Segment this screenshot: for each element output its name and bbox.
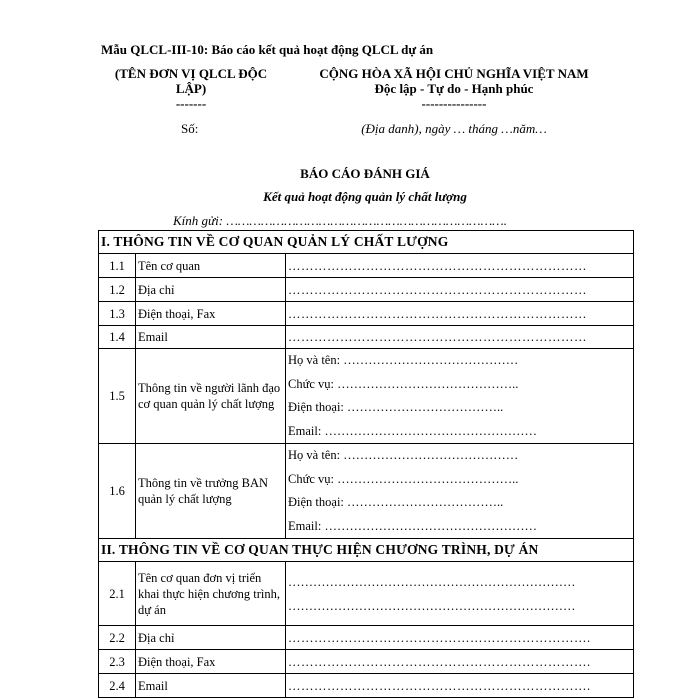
- row-label: Điện thoại, Fax: [136, 650, 286, 674]
- country-name: CỘNG HÒA XÃ HỘI CHỦ NGHĨA VIỆT NAM: [319, 66, 589, 81]
- report-title: BÁO CÁO ĐÁNH GIÁ: [300, 166, 430, 181]
- table-row: [99, 349, 634, 444]
- report-subtitle: Kết quả hoạt động quản lý chất lượng: [263, 189, 467, 204]
- table-row: [99, 254, 634, 278]
- section-header: [99, 231, 634, 254]
- motto-divider: ---------------: [421, 96, 487, 111]
- board-head-email-line[interactable]: Email: ……………………………………………: [288, 518, 537, 533]
- national-motto: Độc lập - Tự do - Hạnh phúc: [374, 81, 534, 96]
- implementing-address-field[interactable]: …………………………………………………………….: [286, 626, 634, 650]
- table-row: [99, 302, 634, 326]
- row-label: Thông tin về trưởng BAN quản lý chất lượng: [136, 444, 286, 539]
- section2-title: II. THÔNG TIN VỀ CƠ QUAN THỰC HIỆN CHƯƠNG TRÌNH, DỰ ÁN: [99, 539, 634, 562]
- row-number: 1.5: [99, 349, 136, 444]
- row-label: Email: [136, 674, 286, 698]
- email-field[interactable]: ……………………………………………………………: [286, 326, 634, 349]
- implementing-email-field[interactable]: …………………………………………………………….: [286, 674, 634, 698]
- national-header: [290, 66, 618, 111]
- report-form-table: [98, 230, 634, 698]
- row-number: 2.4: [99, 674, 136, 698]
- row-label: Địa chỉ: [136, 278, 286, 302]
- implementing-phone-fax-field[interactable]: …………………………………………………………….: [286, 650, 634, 674]
- leader-info-field[interactable]: [286, 349, 634, 444]
- implementing-agency-field[interactable]: [286, 562, 634, 626]
- table-row: [99, 326, 634, 349]
- table-row: [99, 562, 634, 626]
- row-label: Điện thoại, Fax: [136, 302, 286, 326]
- row-number: 2.3: [99, 650, 136, 674]
- row-number: 1.1: [99, 254, 136, 278]
- row-number: 1.3: [99, 302, 136, 326]
- row-label: Tên cơ quan: [136, 254, 286, 278]
- section-header: [99, 539, 634, 562]
- table-row: [99, 626, 634, 650]
- row-number: 2.1: [99, 562, 136, 626]
- row-number: 1.2: [99, 278, 136, 302]
- row-label: Tên cơ quan đơn vị triển khai thực hiện chương trình, dự án: [136, 562, 286, 626]
- leader-phone-line[interactable]: Điện thoại: ………………………………..: [288, 400, 504, 414]
- board-head-phone-line[interactable]: Điện thoại: ………………………………..: [288, 495, 504, 509]
- place-date: (Địa danh), ngày … tháng …năm…: [361, 121, 547, 136]
- address-field[interactable]: ……………………………………………………………: [286, 278, 634, 302]
- document-number-label: Số:: [181, 121, 199, 136]
- board-head-name-line[interactable]: Họ và tên: ……………………………………: [288, 448, 519, 462]
- table-row: [99, 444, 634, 539]
- recipient-line: Kính gửi: ……………………………………………………………….: [173, 213, 507, 228]
- row-number: 1.4: [99, 326, 136, 349]
- phone-fax-field[interactable]: ……………………………………………………………: [286, 302, 634, 326]
- board-head-info-field[interactable]: [286, 444, 634, 539]
- leader-email-line[interactable]: Email: ……………………………………………: [288, 423, 537, 438]
- leader-name-line[interactable]: Họ và tên: ……………………………………: [288, 353, 519, 367]
- org-name-line1: (TÊN ĐƠN VỊ QLCL ĐỘC: [114, 66, 268, 81]
- row-label: Thông tin về người lãnh đạo cơ quan quản lý chất lượng: [136, 349, 286, 444]
- row-label: Địa chỉ: [136, 626, 286, 650]
- row-number: 2.2: [99, 626, 136, 650]
- row-label: Email: [136, 326, 286, 349]
- section1-title: I. THÔNG TIN VỀ CƠ QUAN QUẢN LÝ CHẤT LƯỢNG: [99, 231, 634, 254]
- leader-position-line[interactable]: Chức vụ: ……………………………………..: [288, 376, 519, 391]
- table-row: [99, 674, 634, 698]
- form-code: Mẫu QLCL-III-10: Báo cáo kết quả hoạt động QLCL dự án: [101, 42, 434, 57]
- org-name: [100, 66, 282, 111]
- table-row: [99, 650, 634, 674]
- table-row: [99, 278, 634, 302]
- agency-line-2[interactable]: ……………………………………………………………: [288, 598, 576, 613]
- row-number: 1.6: [99, 444, 136, 539]
- org-divider: -------: [175, 96, 207, 111]
- agency-line-1[interactable]: ……………………………………………………………: [288, 574, 576, 589]
- board-head-position-line[interactable]: Chức vụ: ……………………………………..: [288, 471, 519, 486]
- agency-name-field[interactable]: ……………………………………………………………: [286, 254, 634, 278]
- org-name-line2: LẬP): [175, 81, 207, 96]
